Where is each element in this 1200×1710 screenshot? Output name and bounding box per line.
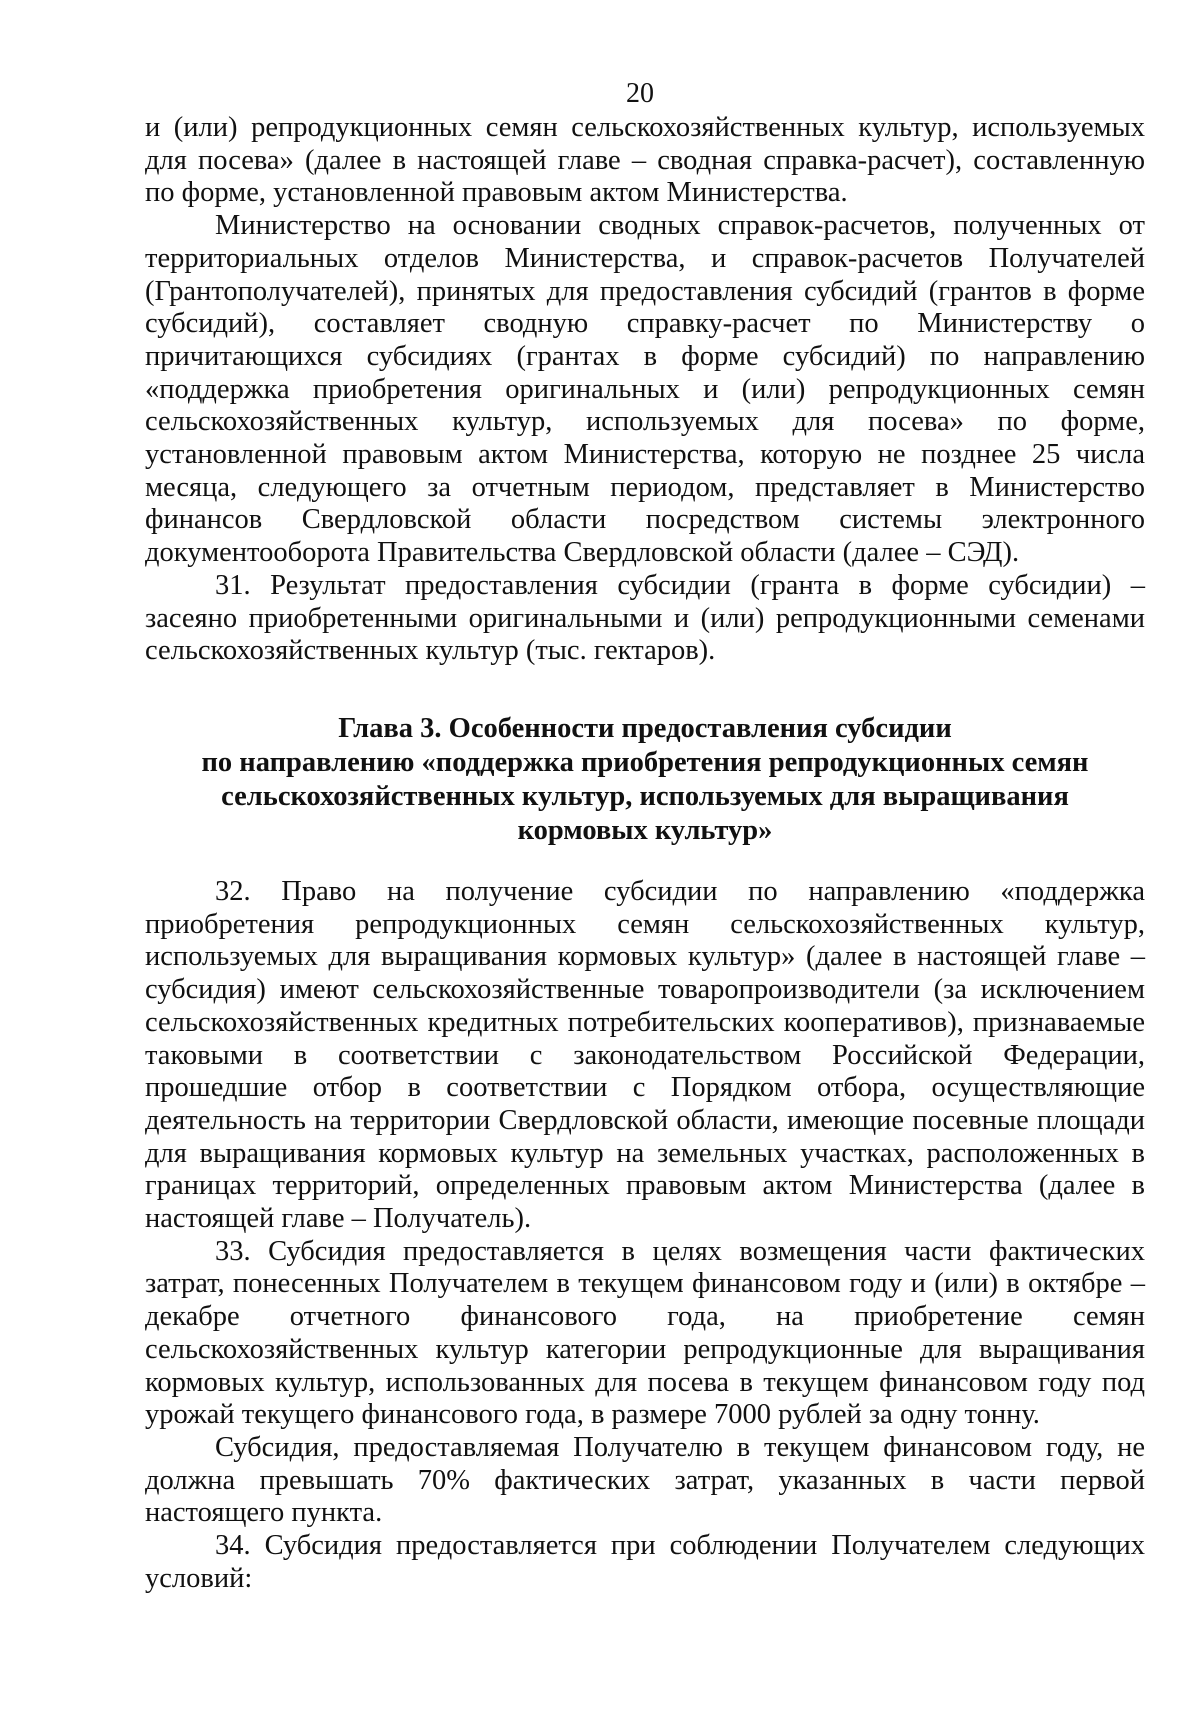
chapter-3-heading bbox=[145, 712, 1145, 848]
paragraph-continuation: и (или) репродукционных семян сельскохозяйственных культур, используемых для посева» (далее в настоящей главе – сводная справка-расчет), составленную по форме, установленной правовым актом Министерства. bbox=[145, 112, 1145, 209]
chapter-heading-line: по направлению «поддержка приобретения репродукционных семян bbox=[201, 747, 1089, 778]
paragraph-32: 32. Право на получение субсидии по направлению «поддержка приобретения репродукционных семян сельскохозяйственных культур, используемых для выращивания кормовых культур» (далее в настоящей главе – субсидия) имеют сельскохозяйственные товаропроизводители (за исключением сельскохозяйственных кредитных потребительских кооперативов), признаваемые таковыми в соответствии с законодательством Российской Федерации, прошедшие отбор в соответствии с Порядком отбора, осуществляющие деятельность на территории Свердловской области, имеющие посевные площади для выращивания кормовых культур на земельных участках, расположенных в границах территорий, определенных правовым актом Министерства (далее в настоящей главе – Получатель). bbox=[145, 876, 1145, 1235]
paragraph-31: 31. Результат предоставления субсидии (гранта в форме субсидии) – засеяно приобретенными оригинальными и (или) репродукционными семенами сельскохозяйственных культур (тыс. гектаров). bbox=[145, 569, 1145, 667]
chapter-heading-line: сельскохозяйственных культур, используемых для выращивания bbox=[221, 781, 1069, 812]
section-2-text bbox=[145, 876, 1145, 1595]
chapter-heading-line: Глава 3. Особенности предоставления субсидии bbox=[338, 713, 952, 744]
chapter-heading-line: кормовых культур» bbox=[517, 815, 773, 846]
paragraph-34: 34. Субсидия предоставляется при соблюдении Получателем следующих условий: bbox=[145, 1530, 1145, 1594]
paragraph-33-part-2: Субсидия, предоставляемая Получателю в текущем финансовом году, не должна превышать 70% фактических затрат, указанных в части первой настоящего пункта. bbox=[145, 1431, 1145, 1529]
page-number: 20 bbox=[626, 78, 654, 109]
paragraph-ministry-summary: Министерство на основании сводных справок-расчетов, полученных от территориальных отделов Министерства, и справок-расчетов Получателей (Грантополучателей), принятых для предоставления субсидий (грантов в форме субсидий), составляет сводную справку-расчет по Министерству о причитающихся субсидиях (грантах в форме субсидий) по направлению «поддержка приобретения оригинальных и (или) репродукционных семян сельскохозяйственных культур, используемых для посева» по форме, установленной правовым актом Министерства, которую не позднее 25 числа месяца, следующего за отчетным периодом, представляет в Министерство финансов Свердловской области посредством системы электронного документооборота Правительства Свердловской области (далее – СЭД). bbox=[145, 210, 1145, 569]
paragraph-33: 33. Субсидия предоставляется в целях возмещения части фактических затрат, понесенных Получателем в текущем финансовом году и (или) в октябре – декабре отчетного финансового года, на приобретение семян сельскохозяйственных культур категории репродукционные для выращивания кормовых культур, использованных для посева в текущем финансовом году под урожай текущего финансового года, в размере 7000 рублей за одну тонну. bbox=[145, 1235, 1145, 1431]
section-1-text bbox=[145, 112, 1145, 668]
